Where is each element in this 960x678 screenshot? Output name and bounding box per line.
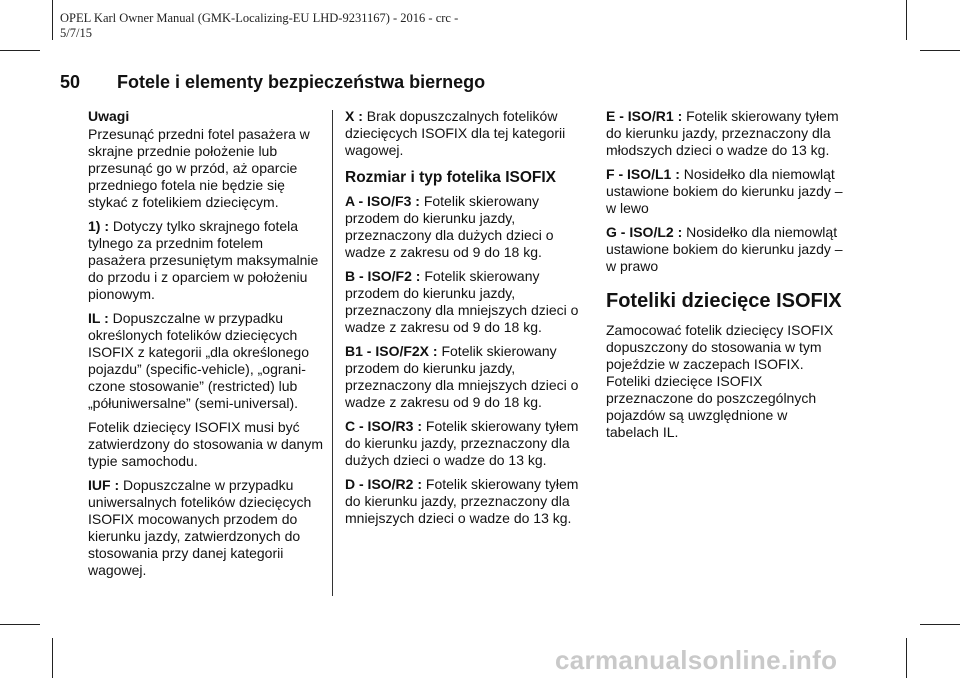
size-text: Fotelik skierowany przodem do kierunku jazdy, przeznaczony dla mniejszych dzieci o wadze z zakresu od 9 do 18 kg.	[345, 268, 579, 335]
note-text: Brak dopuszczalnych fotelików dziecięcych ISOFIX dla tej kategorii wagowej.	[345, 108, 566, 158]
note-item	[345, 108, 580, 159]
size-text: Fotelik skierowany tyłem do kierunku jazdy, przeznaczony dla mniejszych dzieci o wadze do 13 kg.	[345, 476, 579, 526]
size-text: Nosidełko dla niemowląt ustawione bokiem do kierunku jazdy – w lewo	[606, 166, 843, 216]
note-text: Dopuszczalne w przypadku określonych fotelików dziecięcych ISOFIX z kategorii „dla określonego pojazdu” (specific-vehicle), „ograniczone stosowanie” (restricted) lub „półuniwersalne” (semi-universal).	[88, 310, 309, 411]
column-3	[606, 108, 844, 448]
print-header-line: OPEL Karl Owner Manual (GMK-Localizing-EU LHD-9231167) - 2016 - crc -	[60, 11, 459, 25]
size-text: Fotelik skierowany tyłem do kierunku jazdy, przeznaczony dla dużych dzieci o wadze do 13 kg.	[345, 418, 579, 468]
crop-mark	[906, 638, 907, 678]
crop-mark	[920, 624, 960, 625]
size-text: Fotelik skierowany przodem do kierunku jazdy, przeznaczony dla mniejszych dzieci o wadze z zakresu od 9 do 18 kg.	[345, 343, 579, 410]
size-label: G - ISO/L2 :	[606, 224, 683, 240]
crop-mark	[920, 50, 960, 51]
size-item	[606, 108, 844, 159]
paragraph: Zamocować fotelik dziecięcy ISOFIX dopuszczony do stosowania w tym pojeździe w zaczepach ISOFIX. Foteliki dziecięce ISOFIX przeznaczone do poszczególnych pojazdów są uwzględnione w tabelach IL.	[606, 322, 834, 440]
size-text: Fotelik skierowany tyłem do kierunku jazdy, przeznaczony dla młodszych dzieci o wadze do 13 kg.	[606, 108, 839, 158]
column-divider	[332, 110, 333, 596]
size-label: F - ISO/L1 :	[606, 166, 680, 182]
section-heading: Foteliki dziecięce ISOFIX	[606, 290, 842, 312]
size-item	[345, 418, 580, 469]
note-text: Dotyczy tylko skrajnego fotela tylnego za przednim fotelem pasażera przesuniętym maksymalnie do przodu i z oparciem w położeniu pionowym.	[88, 218, 319, 302]
size-item	[345, 343, 580, 411]
note-label: 1) :	[88, 218, 109, 234]
size-label: D - ISO/R2 :	[345, 476, 423, 492]
crop-mark	[0, 624, 40, 625]
note-label: IL :	[88, 310, 109, 326]
size-label: E - ISO/R1 :	[606, 108, 683, 124]
crop-mark	[906, 0, 907, 40]
print-header	[60, 11, 458, 41]
page-title: Fotele i elementy bezpieczeństwa biernego	[117, 72, 486, 92]
column-2	[345, 108, 580, 534]
size-label: B1 - ISO/F2X :	[345, 343, 438, 359]
subheading: Rozmiar i typ fotelika ISOFIX	[345, 169, 557, 186]
crop-mark	[52, 638, 53, 678]
size-item	[345, 476, 580, 527]
size-text: Fotelik skierowany przodem do kierunku jazdy, przeznaczony dla dużych dzieci o wadze z zakresu od 9 do 18 kg.	[345, 193, 554, 260]
paragraph: Fotelik dziecięcy ISOFIX musi być zatwierdzony do stosowania w danym typie samochodu.	[88, 419, 324, 469]
note-item	[88, 310, 324, 412]
paragraph: Przesunąć przedni fotel pasażera w skrajne przednie położenie lub przesunąć go w przód, aż oparcie przedniego fotela nie będzie się stykać z fotelikiem dziecięcym.	[88, 126, 310, 210]
crop-mark	[0, 50, 40, 51]
size-item	[345, 268, 580, 336]
note-label: IUF :	[88, 477, 120, 493]
note-item	[88, 477, 324, 579]
page-number: 50	[60, 72, 81, 92]
print-header-date: 5/7/15	[60, 26, 92, 40]
size-item	[606, 224, 844, 275]
size-label: B - ISO/F2 :	[345, 268, 421, 284]
size-text: Nosidełko dla niemowląt ustawione bokiem do kierunku jazdy – w prawo	[606, 224, 843, 274]
size-item	[345, 193, 580, 261]
note-item	[88, 218, 324, 303]
note-label: X :	[345, 108, 363, 124]
notes-heading: Uwagi	[88, 108, 130, 124]
column-1	[88, 108, 324, 586]
note-text: Dopuszczalne w przypadku uniwersalnych fotelików dziecięcych ISOFIX mocowanych przodem do kierunku jazdy, zatwierdzonych do stosowania przy danej kategorii wagowej.	[88, 477, 312, 578]
size-label: A - ISO/F3 :	[345, 193, 420, 209]
watermark: carmanualsonline.info	[555, 645, 838, 675]
size-label: C - ISO/R3 :	[345, 418, 423, 434]
crop-mark	[52, 0, 53, 40]
size-item	[606, 166, 844, 217]
